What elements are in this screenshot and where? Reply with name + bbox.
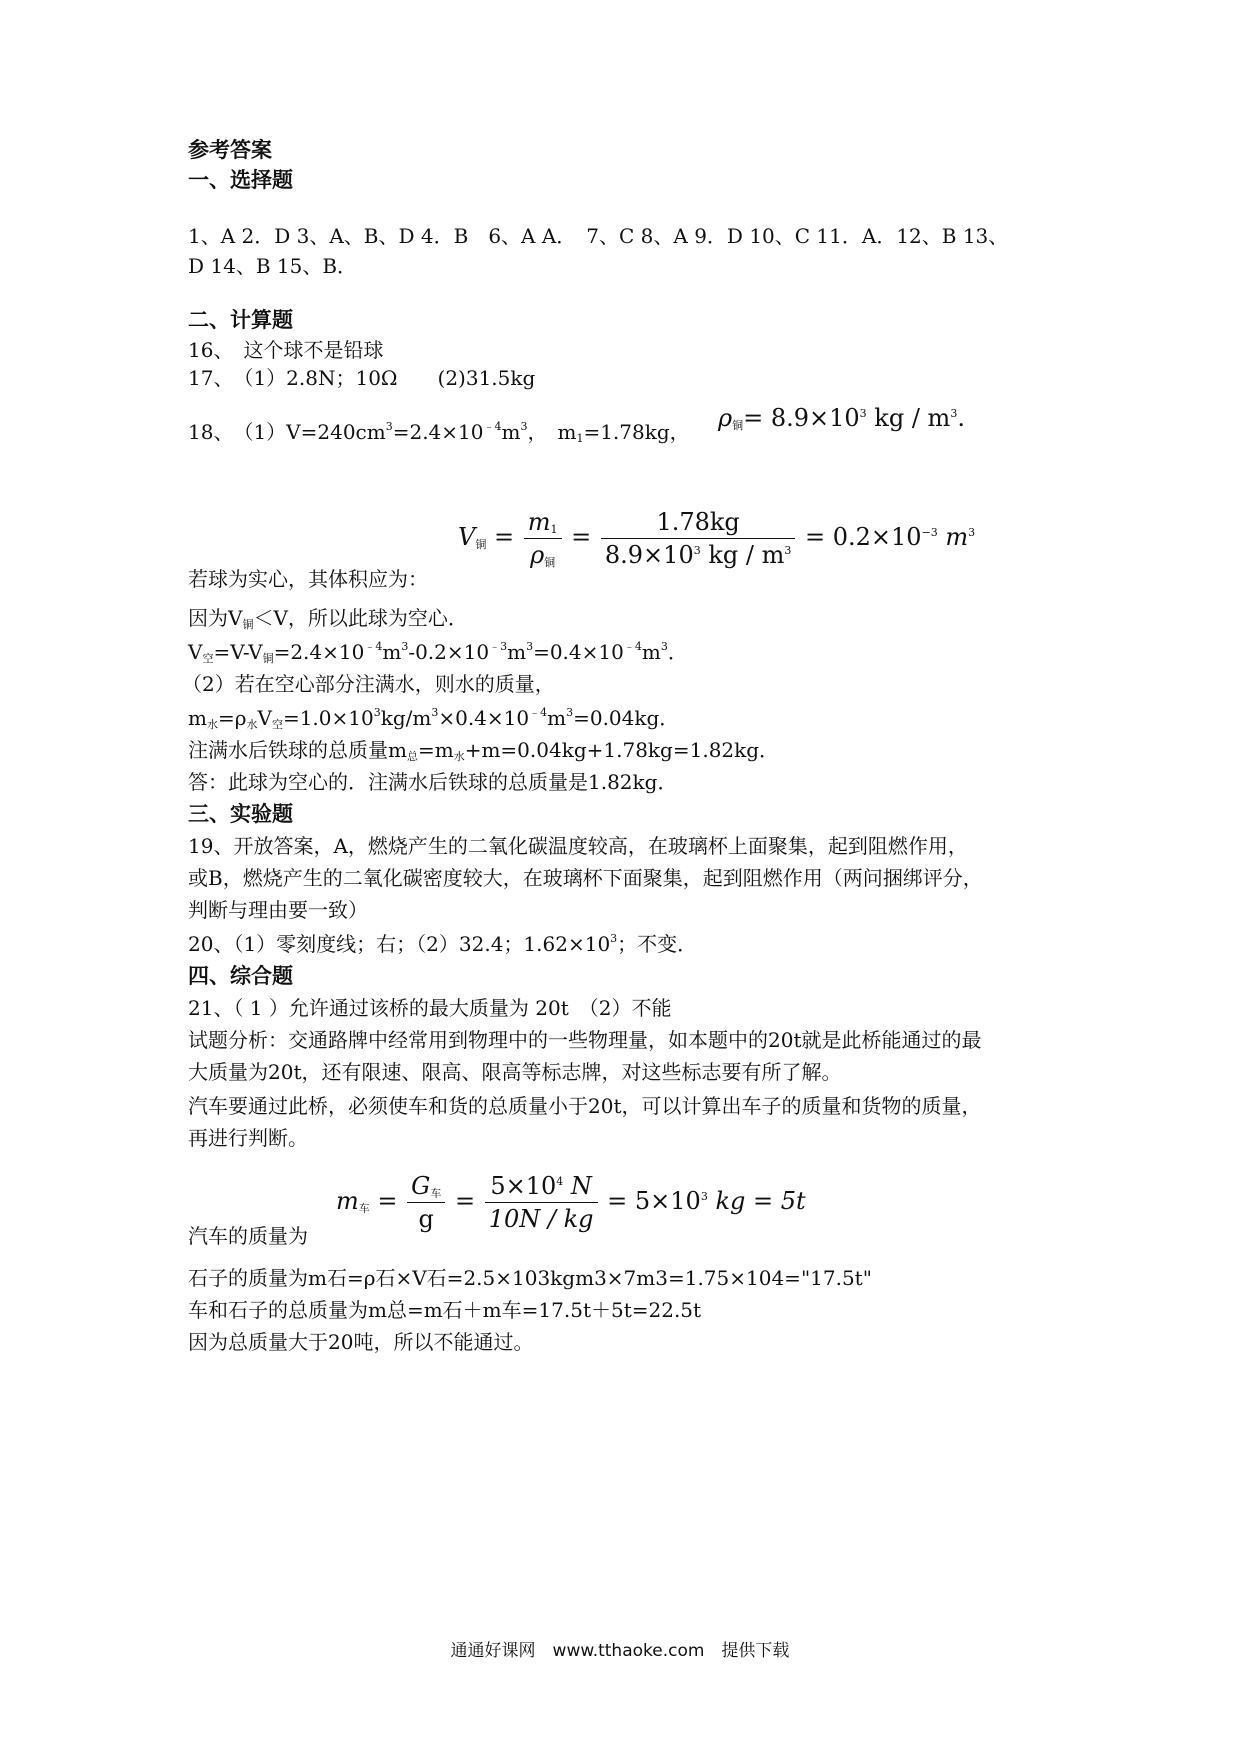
q18-volume-formula: [458, 508, 975, 569]
q18-text: =ρ: [217, 706, 247, 730]
eq-text: 8.9×10: [604, 541, 694, 569]
sub: 铜: [732, 419, 744, 432]
q21-line3: 大质量为20t，还有限速、限高、限高等标志牌，对这些标志要有所了解。: [188, 1060, 842, 1084]
exp: 3: [373, 706, 381, 719]
rho-symbol: ρ: [718, 404, 733, 432]
exp: 3: [968, 526, 976, 539]
sub: 空: [202, 652, 214, 665]
exp: 3: [660, 640, 668, 653]
sub: 铜: [262, 652, 274, 665]
q20-text: 20、（1）零刻度线；右；（2）32.4；1.62×10: [188, 932, 611, 956]
exp: 3: [431, 706, 439, 719]
q21-line1: 21、（ 1 ）允许通过该桥的最大质量为 20t （2）不能: [188, 996, 672, 1020]
q18-hollow-volume: [188, 640, 688, 668]
q18-volume-text: 18、 （1）V=240cm: [188, 420, 386, 444]
eq-text: m: [336, 1187, 359, 1215]
sub: 车: [430, 1187, 442, 1200]
q18-text: kg/m: [380, 706, 432, 730]
q18-text: ， m: [527, 420, 577, 444]
exp: 3: [693, 544, 701, 557]
q18-text: =0.4×10: [533, 640, 624, 664]
exp: 3: [784, 544, 792, 557]
section-comprehensive-heading: 四、综合题: [188, 964, 293, 988]
eq-sign: =: [493, 523, 515, 551]
eq-text: = 8.9×10: [743, 404, 860, 432]
exp: −3: [921, 526, 938, 539]
exp: ﹣3: [489, 640, 508, 653]
exp: 3: [385, 420, 393, 433]
q18-text: ×0.4×10: [438, 706, 530, 730]
section-choice-heading: 一、选择题: [188, 168, 293, 192]
sub: 水: [246, 718, 258, 731]
eq-sign: =: [454, 1187, 476, 1215]
exp: 3: [526, 640, 534, 653]
exp: 3: [950, 407, 958, 420]
q18-text: =0.04kg．: [573, 706, 680, 730]
choice-answers-line2: D 14、B 15、B．: [188, 254, 358, 278]
eq-text: kg / m: [700, 541, 785, 569]
q18-part2: （2）若在空心部分注满水，则水的质量，: [182, 672, 555, 696]
q19-line3: 判断与理由要一致）: [188, 898, 368, 922]
choice-answers-line1: 1、A 2．D 3、A、B、D 4．B 6、A A． 7、C 8、A 9．D 10、C 11．A．12、B 13、: [188, 224, 1009, 248]
q18-text: =2.4×10: [273, 640, 365, 664]
exp: 4: [556, 1175, 564, 1188]
exp: ﹣4: [483, 420, 502, 433]
q21-car-label: 汽车的质量为: [188, 1224, 308, 1248]
q21-line2: 试题分析：交通路牌中经常用到物理中的一些物理量，如本题中的20t就是此桥能通过的最: [188, 1028, 982, 1052]
q18-compare: [188, 606, 468, 634]
eq-sign: =: [571, 523, 592, 551]
sub: 1: [550, 523, 558, 536]
q17-answer: 17、 （1）2.8N；10Ω (2)31.5kg: [188, 366, 536, 390]
eq-text: m: [527, 508, 551, 536]
exp: 3: [859, 407, 867, 420]
q18-text: m: [641, 640, 661, 664]
eq-text: 5×10: [490, 1172, 557, 1200]
q18-intro: [188, 420, 690, 448]
q21-line5: 再进行判断。: [188, 1126, 308, 1150]
exp: ﹣4: [364, 640, 383, 653]
q21-line4: 汽车要通过此桥，必须使车和货的总质量小于20t，可以计算出车子的质量和货物的质量，: [188, 1094, 982, 1118]
eq-sign: =: [377, 1187, 398, 1215]
q18-text: -0.2×10: [408, 640, 490, 664]
sub: 水: [206, 718, 218, 731]
section-calc-heading: 二、计算题: [188, 308, 293, 332]
section-experiment-heading: 三、实验题: [188, 802, 293, 826]
eq-text: m: [937, 523, 969, 551]
q19-line1: 19、开放答案，A，燃烧产生的二氧化碳温度较高，在玻璃杯上面聚集，起到阻燃作用，: [188, 834, 968, 858]
eq-text: kg = 5t: [707, 1187, 806, 1215]
q21-total-mass: 车和石子的总质量为m总=m石＋m车=17.5t＋5t=22.5t: [188, 1298, 702, 1322]
q18-text: +m=0.04kg+1.78kg=1.82kg．: [464, 738, 780, 762]
q20-text: ；不变．: [617, 932, 698, 956]
sub: 铜: [242, 618, 254, 631]
q20-answer: [188, 932, 697, 960]
q18-text: m: [188, 706, 207, 730]
q18-text: m: [547, 706, 567, 730]
q18-text: m: [507, 640, 527, 664]
fraction-force-over-g: $\frac{5\times 10^4 N}{10N / kg}$: [485, 1172, 598, 1233]
exp: 3: [700, 1190, 708, 1203]
sub: 车: [358, 1202, 370, 1215]
q18-text: ．: [667, 640, 688, 664]
sub: 水: [453, 750, 465, 763]
page-title: 参考答案: [188, 138, 272, 162]
q18-text: =1.0×10: [282, 706, 374, 730]
fraction-g-over-g: $\frac{\text{G车}}{g}$: [407, 1172, 445, 1233]
fraction-values: $\frac{1.78kg}{8.9\times 10^3 kg / m^3}$: [601, 508, 795, 569]
exp: 3: [610, 932, 618, 945]
q18-text: =m: [417, 738, 454, 762]
fraction-m-over-rho: [524, 508, 562, 569]
q18-text: m: [501, 420, 521, 444]
exp: 3: [520, 420, 528, 433]
exp: 3: [401, 640, 409, 653]
sub: 1: [576, 432, 584, 445]
q18-text: 注满水后铁球的总质量m: [188, 738, 407, 762]
q19-line2: 或B，燃烧产生的二氧化碳密度较大，在玻璃杯下面聚集，起到阻燃作用（两问捆绑评分，: [188, 866, 983, 890]
q18-text: =2.4×10: [392, 420, 484, 444]
q18-total-mass: [188, 738, 779, 766]
q16-answer: 16、 这个球不是铅球: [188, 338, 384, 362]
exp: ﹣4: [529, 706, 548, 719]
sub: 铜: [544, 556, 556, 569]
eq-text: kg / m: [866, 404, 951, 432]
eq-text: G: [411, 1172, 431, 1200]
sub: 铜: [475, 538, 487, 551]
page-footer: 通通好课网 www.tthaoke.com 提供下载: [450, 1641, 790, 1661]
q18-answer: 答：此球为空心的．注满水后铁球的总质量是1.82kg．: [188, 770, 678, 794]
q18-text: =1.78kg，: [583, 420, 690, 444]
sub: 总: [406, 750, 418, 763]
q21-conclusion: 因为总质量大于20吨，所以不能通过。: [188, 1330, 534, 1354]
sub: 空: [271, 718, 283, 731]
q18-text: V: [188, 640, 203, 664]
exp: 3: [566, 706, 574, 719]
q21-car-mass-formula: [336, 1172, 806, 1233]
q18-text: 因为V: [188, 606, 243, 630]
q21-stone-mass: 石子的质量为m石=ρ石×V石=2.5×103kgm3×7m3=1.75×104="17.5t": [188, 1266, 872, 1290]
q18-water-mass: [188, 706, 679, 734]
q18-text: m: [382, 640, 402, 664]
eq-text: ρ: [530, 541, 545, 569]
eq-text: V: [458, 523, 476, 551]
q18-text: V: [257, 706, 272, 730]
eq-text: = 5×10: [607, 1187, 701, 1215]
exp: ﹣4: [623, 640, 642, 653]
q18-text: =V-V: [213, 640, 263, 664]
q18-text: ＜V，所以此球为空心．: [253, 606, 468, 630]
eq-text: N: [563, 1172, 592, 1200]
eq-text: = 0.2×10: [805, 523, 922, 551]
q18-solid-label: 若球为实心，其体积应为：: [188, 567, 428, 591]
eq-text: .: [957, 404, 965, 432]
q18-density-equation: [718, 404, 965, 432]
